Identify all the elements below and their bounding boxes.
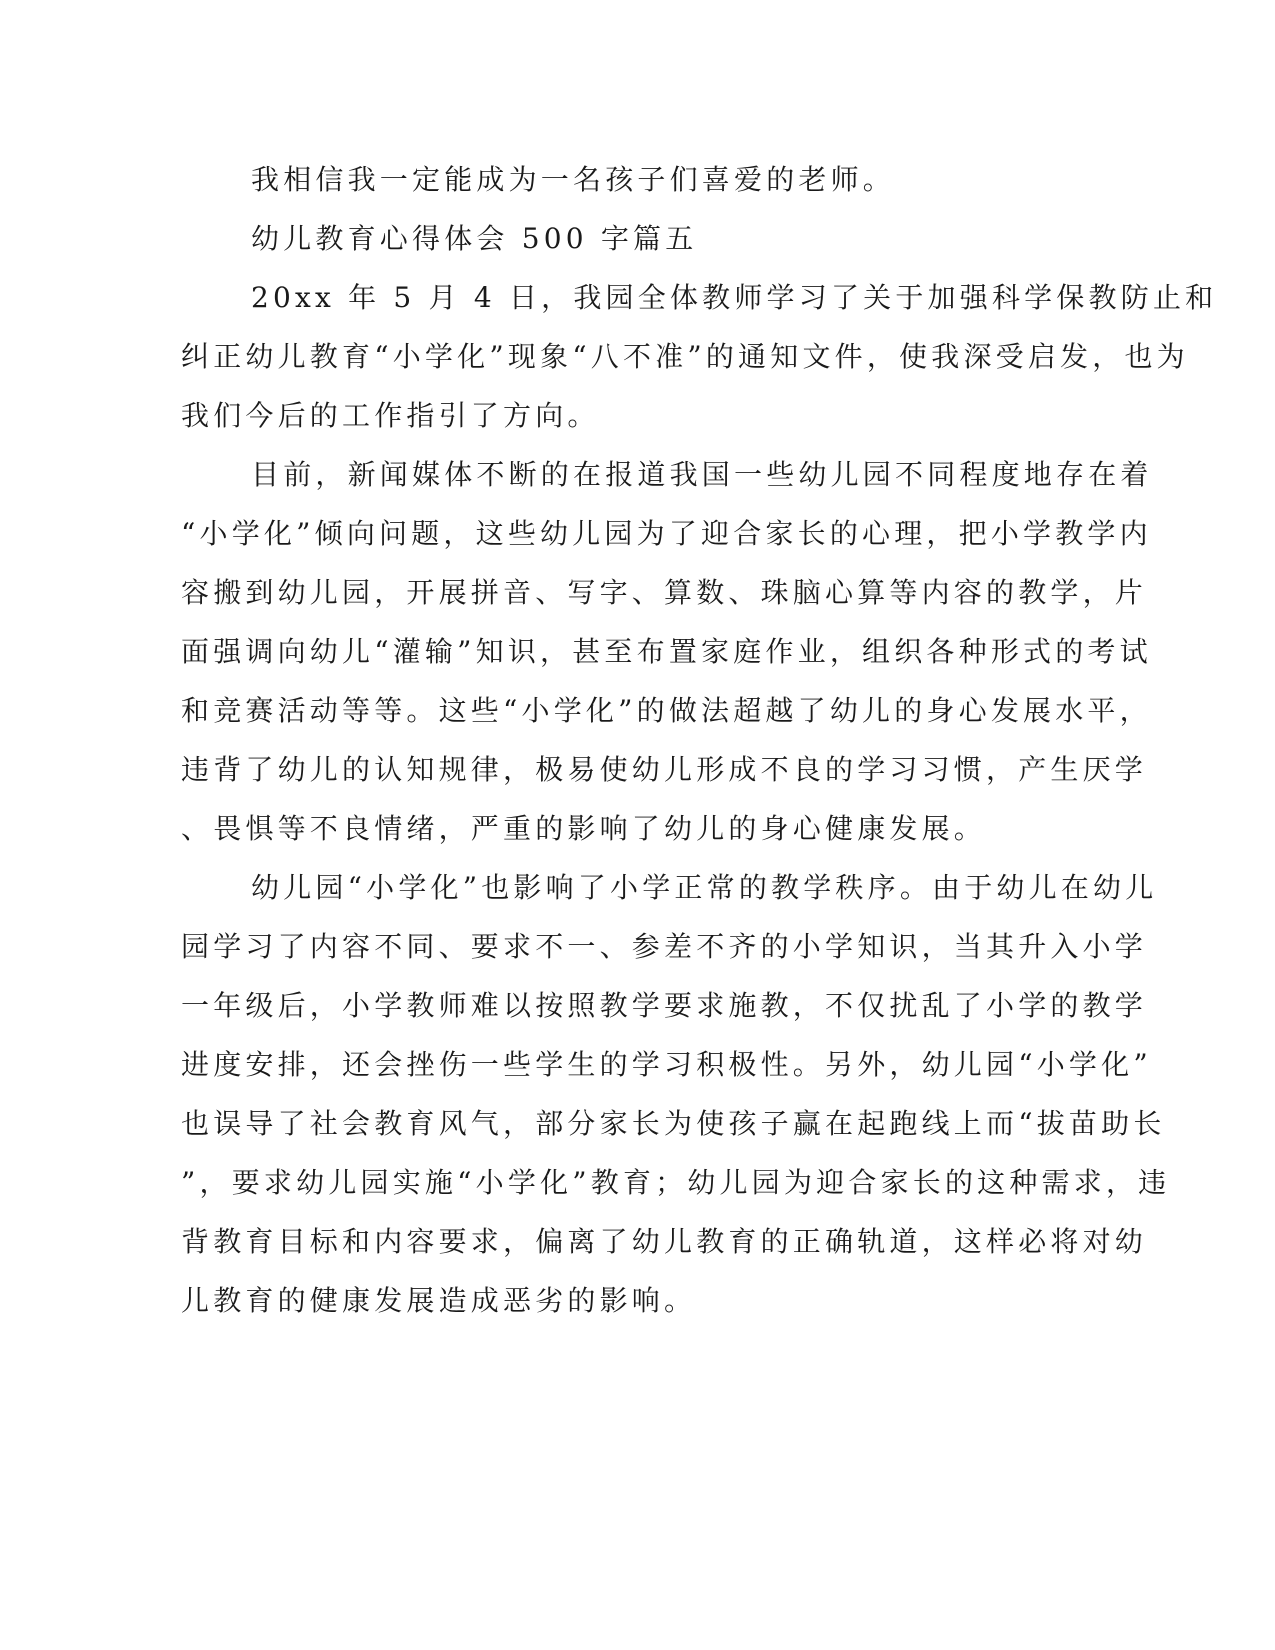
text-line-content: 目前，新闻媒体不断的在报道我国一些幼儿园不同程度地存在着	[251, 458, 1153, 491]
text-line-content: 儿教育的健康发展造成恶劣的影响。	[181, 1284, 697, 1317]
text-line	[0, 807, 1275, 851]
text-line	[0, 925, 1275, 969]
text-line-content: 也误导了社会教育风气，部分家长为使孩子赢在起跑线上而“拔苗助长	[181, 1107, 1166, 1140]
text-line-content: “小学化”倾向问题，这些幼儿园为了迎合家长的心理，把小学教学内	[181, 517, 1152, 550]
text-line	[0, 1220, 1275, 1264]
text-line-content: 和竞赛活动等等。这些“小学化”的做法超越了幼儿的身心发展水平，	[181, 694, 1152, 727]
text-line	[0, 1043, 1275, 1087]
text-line-content: 背教育目标和内容要求，偏离了幼儿教育的正确轨道，这样必将对幼	[181, 1225, 1148, 1258]
text-line	[0, 394, 1275, 438]
text-line	[0, 571, 1275, 615]
text-line	[0, 1279, 1275, 1323]
text-line	[0, 158, 1275, 202]
text-line	[0, 453, 1275, 497]
text-line-content: 我相信我一定能成为一名孩子们喜爱的老师。	[251, 163, 896, 196]
text-line	[0, 1102, 1275, 1146]
text-line	[0, 630, 1275, 674]
text-line-content: 园学习了内容不同、要求不一、参差不齐的小学知识，当其升入小学	[181, 930, 1148, 963]
text-line	[0, 984, 1275, 1028]
text-line-content: 纠正幼儿教育“小学化”现象“八不准”的通知文件，使我深受启发，也为	[181, 340, 1189, 373]
text-line-content: 、畏惧等不良情绪，严重的影响了幼儿的身心健康发展。	[181, 812, 987, 845]
text-line	[0, 276, 1275, 320]
text-line-content: 容搬到幼儿园，开展拼音、写字、算数、珠脑心算等内容的教学，片	[181, 576, 1148, 609]
text-line-content: 20xx 年 5 月 4 日，我园全体教师学习了关于加强科学保教防止和	[251, 281, 1218, 314]
section-heading-text: 幼儿教育心得体会 500 字篇五	[251, 222, 698, 255]
text-line-content: 面强调向幼儿“灌输”知识，甚至布置家庭作业，组织各种形式的考试	[181, 635, 1152, 668]
section-heading	[0, 217, 1275, 261]
text-line-content: 进度安排，还会挫伤一些学生的学习积极性。另外，幼儿园“小学化”	[181, 1048, 1152, 1081]
text-line	[0, 866, 1275, 910]
text-line	[0, 1161, 1275, 1205]
text-line-content: 幼儿园“小学化”也影响了小学正常的教学秩序。由于幼儿在幼儿	[251, 871, 1158, 904]
text-line-content: 我们今后的工作指引了方向。	[181, 399, 600, 432]
text-line	[0, 335, 1275, 379]
text-line-content: ”，要求幼儿园实施“小学化”教育；幼儿园为迎合家长的这种需求，违	[181, 1166, 1171, 1199]
text-line-content: 一年级后，小学教师难以按照教学要求施教，不仅扰乱了小学的教学	[181, 989, 1148, 1022]
text-line	[0, 689, 1275, 733]
text-line	[0, 512, 1275, 556]
text-line-content: 违背了幼儿的认知规律，极易使幼儿形成不良的学习习惯，产生厌学	[181, 753, 1148, 786]
text-line	[0, 748, 1275, 792]
